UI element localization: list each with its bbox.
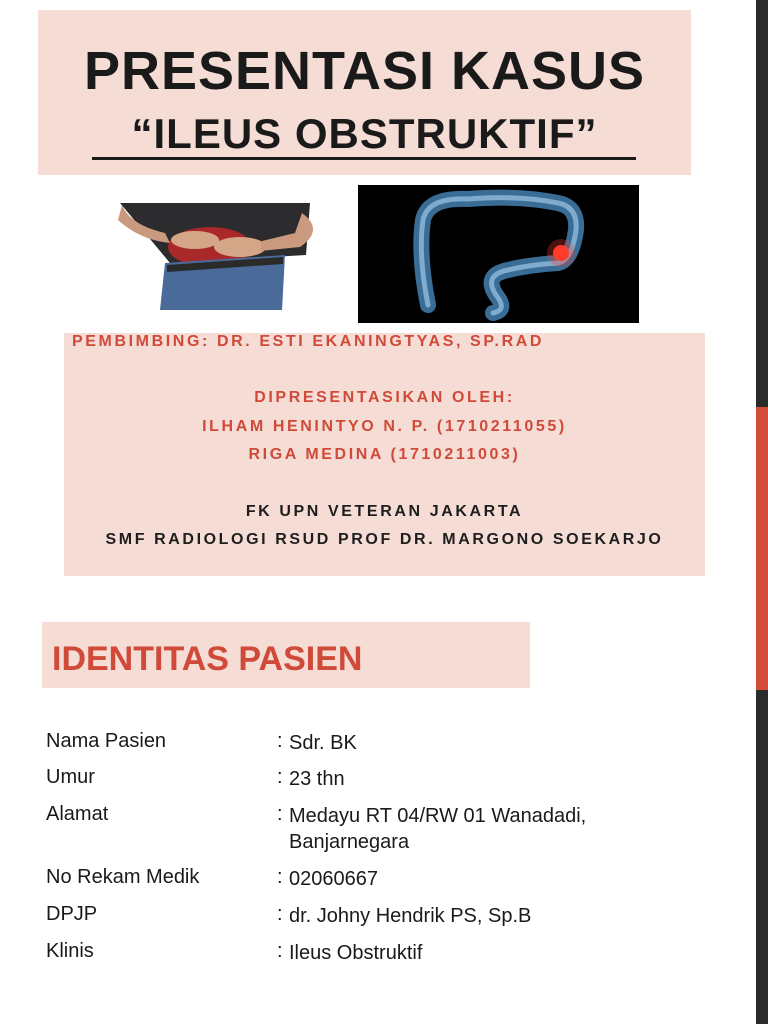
abdominal-pain-photo [70, 185, 340, 315]
row-value: Ileus Obstruktif [289, 942, 423, 964]
row-colon: : [277, 766, 283, 788]
section-title: IDENTITAS PASIEN [52, 640, 363, 678]
institution-line: FK UPN VETERAN JAKARTA [245, 503, 524, 520]
row-label: DPJP [46, 903, 98, 925]
supervisor-line: PEMBIMBING: DR. ESTI EKANINGTYAS, SP.RAD [72, 333, 545, 350]
row-colon: : [277, 903, 283, 925]
row-label: Umur [46, 766, 95, 788]
department-line: SMF RADIOLOGI RSUD PROF DR. MARGONO SOEKARJO [105, 531, 664, 548]
page-title: PRESENTASI KASUS [83, 41, 646, 101]
row-value: Sdr. BK [289, 732, 357, 754]
row-value: 23 thn [289, 768, 345, 790]
row-value: Medayu RT 04/RW 01 Wanadadi, [289, 805, 587, 827]
subtitle-underline [92, 157, 636, 160]
sidebar-accent-bar [756, 407, 768, 690]
presenter-1: ILHAM HENINTYO N. P. (1710211055) [202, 418, 567, 435]
row-label: No Rekam Medik [46, 866, 200, 888]
row-label: Alamat [46, 803, 109, 825]
colon-xray-illustration [358, 185, 639, 323]
presenter-2: RIGA MEDINA (1710211003) [248, 446, 521, 463]
page-subtitle: “ILEUS OBSTRUKTIF” [131, 110, 598, 157]
row-colon: : [277, 866, 283, 888]
row-colon: : [277, 940, 283, 962]
row-value-line2: Banjarnegara [289, 831, 410, 853]
section-header [42, 622, 530, 688]
row-label: Nama Pasien [46, 730, 167, 752]
row-colon: : [277, 730, 283, 752]
presented-by-label: DIPRESENTASIKAN OLEH: [254, 389, 515, 406]
row-value: dr. Johny Hendrik PS, Sp.B [289, 905, 532, 927]
row-colon: : [277, 803, 283, 825]
row-label: Klinis [46, 940, 94, 962]
info-panel [64, 333, 705, 576]
row-value: 02060667 [289, 868, 378, 890]
title-panel [38, 10, 691, 175]
